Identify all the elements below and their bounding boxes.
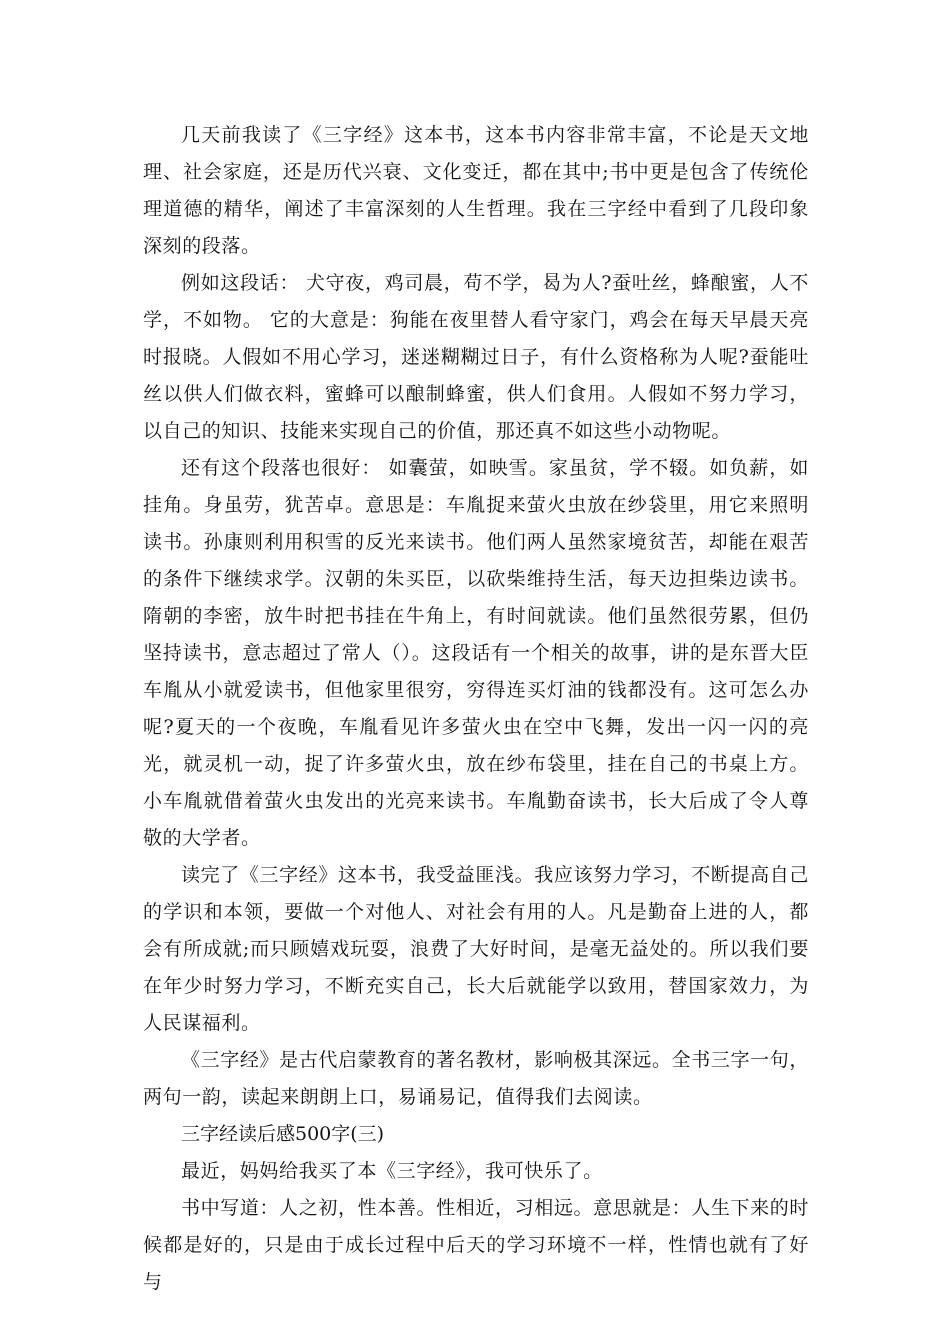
paragraph-3: 还有这个段落也很好： 如囊萤，如映雪。家虽贫，学不辍。如负薪，如挂角。身虽劳，犹苦卓。意思是：车胤捉来萤火虫放在纱袋里，用它来照明读书。孙康则利用积雪的反光来读书。他们两人虽然家境贫苦，却能在艰苦的条件下继续求学。汉朝的朱买臣，以砍柴维持生活，每天边担柴边读书。隋朝的李密，放牛时把书挂在牛角上，有时间就读。他们虽然很劳累，但仍坚持读书，意志超过了常人（）。这段话有一个相关的故事，讲的是东晋大臣车胤从小就爱读书，但他家里很穷，穷得连买灯油的钱都没有。这可怎么办呢?夏天的一个夜晚，车胤看见许多萤火虫在空中飞舞，发出一闪一闪的亮光，就灵机一动，捉了许多萤火虫，放在纱布袋里，挂在自己的书桌上方。小车胤就借着萤火虫发出的光亮来读书。车胤勤奋读书，长大后成了令人尊敬的大学者。 bbox=[143, 457, 809, 849]
paragraph-7: 书中写道：人之初，性本善。性相近，习相远。意思就是：人生下来的时候都是好的，只是由于成长过程中后天的学习环境不一样，性情也就有了好与 bbox=[143, 1197, 809, 1293]
section-heading: 三字经读后感500字(三) bbox=[181, 1123, 385, 1145]
paragraph-1: 几天前我读了《三字经》这本书，这本书内容非常丰富，不论是天文地理、社会家庭，还是历代兴衰、文化变迁，都在其中;书中更是包含了传统伦理道德的精华，阐述了丰富深刻的人生哲理。我在三字经中看到了几段印象深刻的段落。 bbox=[143, 124, 809, 257]
paragraph-5: 《三字经》是古代启蒙教育的著名教材，影响极其深远。全书三字一句，两句一韵，读起来朗朗上口，易诵易记，值得我们去阅读。 bbox=[143, 1049, 809, 1108]
paragraph-2: 例如这段话： 犬守夜，鸡司晨，苟不学，曷为人?蚕吐丝，蜂酿蜜，人不学，不如物。 它的大意是：狗能在夜里替人看守家门，鸡会在每天早晨天亮时报晓。人假如不用心学习，迷迷糊糊过日子，有什么资格称为人呢?蚕能吐丝以供人们做衣料，蜜蜂可以酿制蜂蜜，供人们食用。人假如不努力学习，以自己的知识、技能来实现自己的价值，那还真不如这些小动物呢。 bbox=[143, 272, 809, 442]
paragraph-4: 读完了《三字经》这本书，我受益匪浅。我应该努力学习，不断提高自己的学识和本领，要做一个对他人、对社会有用的人。凡是勤奋上进的人，都会有所成就;而只顾嬉戏玩耍，浪费了大好时间，是毫无益处的。所以我们要在年少时努力学习，不断充实自己，长大后就能学以致用，替国家效力，为人民谋福利。 bbox=[143, 864, 809, 1034]
paragraph-6: 最近，妈妈给我买了本《三字经》，我可快乐了。 bbox=[181, 1160, 603, 1182]
document-page bbox=[143, 117, 809, 1301]
